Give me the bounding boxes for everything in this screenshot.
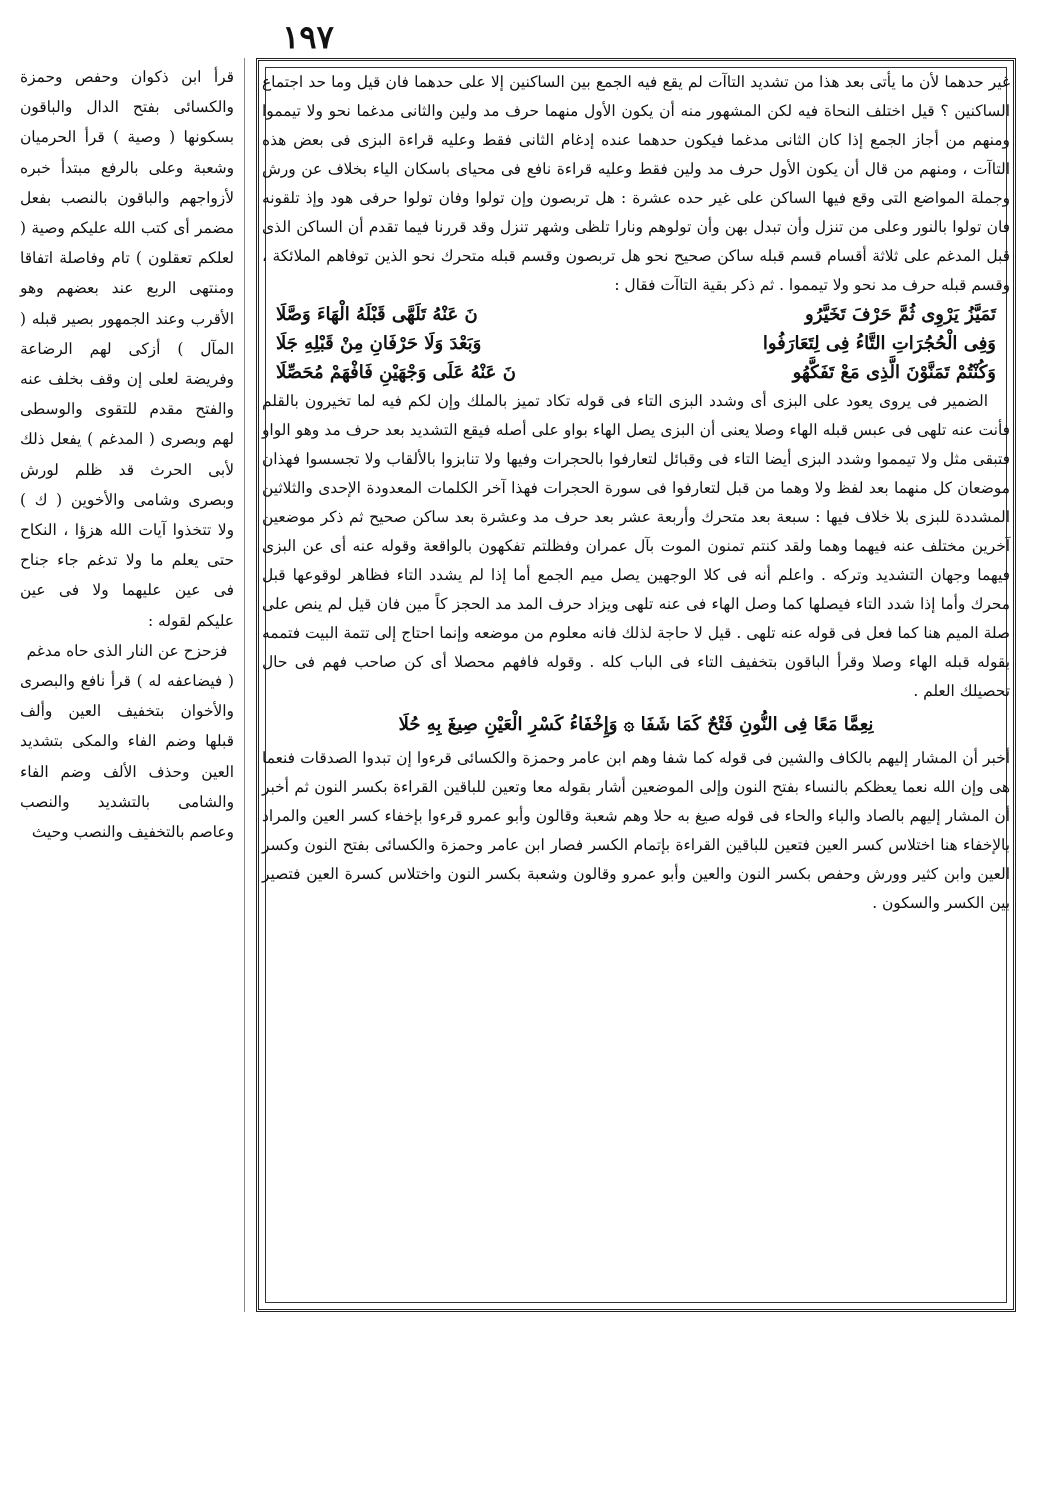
- verse-hemistich: وَكُنْتُمْ تَمَنَّوْنَ الَّذِى مَعْ تَفَكَّهُو: [792, 362, 996, 383]
- verse-hemistich: وَفِى الْحُجُرَاتِ التَّاءُ فِى لِتَعَارَفُوا: [762, 333, 996, 354]
- page-number: ١٩٧: [282, 18, 334, 56]
- verse-hemistich: نَ عَنْهُ عَلَى وَجْهَيْنِ فَافْهَمْ مُحَصِّلَا: [276, 362, 516, 383]
- main-paragraph-3: أخبر أن المشار إليهم بالكاف والشين فى قوله كما شفا وهم ابن عامر وحمزة والكسائى قرءوا إن تبدوا الصدقات فنعما هى وإن الله نعما يعظكم بالنساء بفتح النون وإلى الموضعين أشار بقوله معا وتعين للباقين القراءة بكسر النون ثم أخبر أن المشار إليهم بالصاد والباء والحاء فى قوله صيغ به حلا وهم شعبة وقالون وأبو عمرو قرءوا بإخفاء كسر العين والمراد بالإخفاء هنا اختلاس كسر العين فتعين للباقين القراءة بإتمام الكسر فصار ابن عامر وحمزة والكسائى بفتح النون وكسر العين وابن كثير وورش وحفص بكسر النون والعين وأبو عمرو وقالون وشعبة بكسر النون واختلاس كسرة العين فتصير بين الكسر والسكون .: [262, 749, 1010, 912]
- verse-line-3: [262, 358, 1010, 387]
- verse-hemistich: تَمَيَّزُ يَرْوِى ثُمَّ حَرْفَ تَخَيَّرُو: [805, 304, 996, 325]
- verse-line-2: [262, 329, 1010, 358]
- verse-hemistich: وَبَعْدَ وَلَا حَرْفَانِ مِنْ قَبْلِهِ جَلَا: [276, 333, 482, 354]
- main-paragraph-2: الضمير فى يروى يعود على البزى أى وشدد البزى التاء فى قوله تكاد تميز بالملك وإن لكم فيه لما تخيرون بالقلم فأنت عنه تلهى فى عبس قبله الهاء وصلا يعنى أن البزى يصل الهاء بواو على أصله فيقع التشديد بعد حرف مد وهو الواو فتبقى مثل ولا تيمموا وشدد البزى أيضا التاء فى وقبائل لتعارفوا بالحجرات وفيها ولا تنابزوا بالألقاب ولا تجسسوا فهذان موضعان كل منهما بعد لفظ ولا وهما من قبل لتعارفوا فى سورة الحجرات فهذا آخر الكلمات المعدودة الإحدى والثلاثين المشددة للبزى بلا خلاف فيها : سبعة بعد متحرك وأربعة عشر بعد حرف مد وعشرة بعد ساكن صحيح ثم ذكر موضعين آخرين مختلف عنه فيهما وهما ولقد كنتم تمنون الموت بآل عمران وفظلتم تفكهون بالواقعة وقوله عنه أى عن البزى فيهما وجهان التشديد وتركه . واعلم أنه فى كلا الوجهين يصل ميم الجمع أما إذا لم يشدد التاء فظاهر لوقوعها قبل محرك وأما إذا شدد التاء فيصلها كما وصل الهاء فى عنه تلهى ويزاد حرف المد مد الحجز كاً مين فان قيل لم ينص على صلة الميم هنا كما فعل فى قوله عنه تلهى . قيل لا حاجة لذلك فانه معلوم من موضعه وإنما احتاج إلى تتمة البيت فتممه بقوله قبله الهاء وصلا وقرأ الباقون بتخفيف التاء فى الباب كله . وقوله فافهم محصلا أى كن صاحب فهم فى حال تحصيلك العلم .: [262, 392, 1010, 700]
- margin-verse: فزحزح عن النار الذى حاه مدغم: [26, 641, 228, 660]
- verse-line-4: نِعِمَّا مَعًا فِى النُّونِ فَتْحٌ كَمَا شَفَا ۞ وَإِخْفَاءُ كَسْرِ الْعَيْنِ صِيغَ بِهِ حُلَا: [398, 714, 874, 735]
- main-text: [262, 68, 1010, 918]
- verse-hemistich: نَ عَنْهُ تَلَهَّى قَبْلَهُ الْهَاءَ وَصَّلَا: [276, 304, 478, 325]
- column-divider: [244, 58, 245, 1312]
- margin-paragraph: ( فيضاعفه له ) قرأ نافع والبصرى والأخوان بتخفيف العين وألف قبلها وضم الفاء والمكى بتشديد العين وحذف الألف وضم الفاء والشامى بالتشديد والنصب وعاصم بالتخفيف والنصب وحيث: [20, 672, 234, 842]
- margin-paragraph: قرأ ابن ذكوان وحفص وحمزة والكسائى بفتح الدال والباقون بسكونها ( وصية ) قرأ الحرميان وشعبة وعلى بالرفع مبتدأ خبره لأزواجهم والباقون بالنصب بفعل مضمر أى كتب الله عليكم وصية ( لعلكم تعقلون ) تام وفاصلة اتفاقا ومنتهى الربع عند بعضهم وهو الأقرب وعند الجمهور بصير قبله ( المآل ) أزكى لهم الرضاعة وفريضة لعلى إن وقف بخلف عنه والفتح مقدم للتقوى والوسطى لهم وبصرى ( المدغم ) يفعل ذلك لأبى الحرث قد ظلم لورش وبصرى وشامى والأخوين ( ك ) ولا تتخذوا آيات الله هزؤا ، النكاح حتى يعلم ما ولا تدغم جاء جناح فى عين عليهما ولا فى عين عليكم لقوله :: [20, 68, 234, 630]
- main-paragraph-1: غير حدهما لأن ما يأتى بعد هذا من تشديد التاآت لم يقع فيه الجمع بين الساكنين إلا على حدهما فان قيل وما حد اجتماع الساكنين ؟ قيل اختلف النحاة فيه لكن المشهور منه أن يكون الأول منهما حرف مد ولين والثانى مدغما نحو ولا تيمموا ومنهم من أجاز الجمع إذا كان الثانى مدغما فيكون حدهما عنده إدغام الثانى فقط وعليه قراءة البزى فى بعض هذه التاآت ، ومنهم من قال أن يكون الأول حرف مد ولين فقط وعليه قراءة نافع فى محياى باسكان الياء بخلاف عن ورش وجملة المواضع التى وقع فيها الساكن على غير حده عشرة : هل تربصون وإن تولوا وفان تولوا حرفى هود وإذ تلقونه فان تولوا بالنور وعلى من تنزل وأن تبدل بهن وأن تولوهم ونارا تلظى وشهر تنزل وقد قررنا فيما تقدم أن الساكن الذى قبل المدغم على ثلاثة أقسام قسم قبله ساكن صحيح نحو هل تربصون وقسم قبله متحرك نحو الذين توفاهم الملائكة ، وقسم قبله حرف مد نحو ولا تيمموا . ثم ذكر بقية التاآت فقال :: [262, 73, 1010, 294]
- verse-line-1: [262, 300, 1010, 329]
- margin-commentary: [20, 62, 234, 847]
